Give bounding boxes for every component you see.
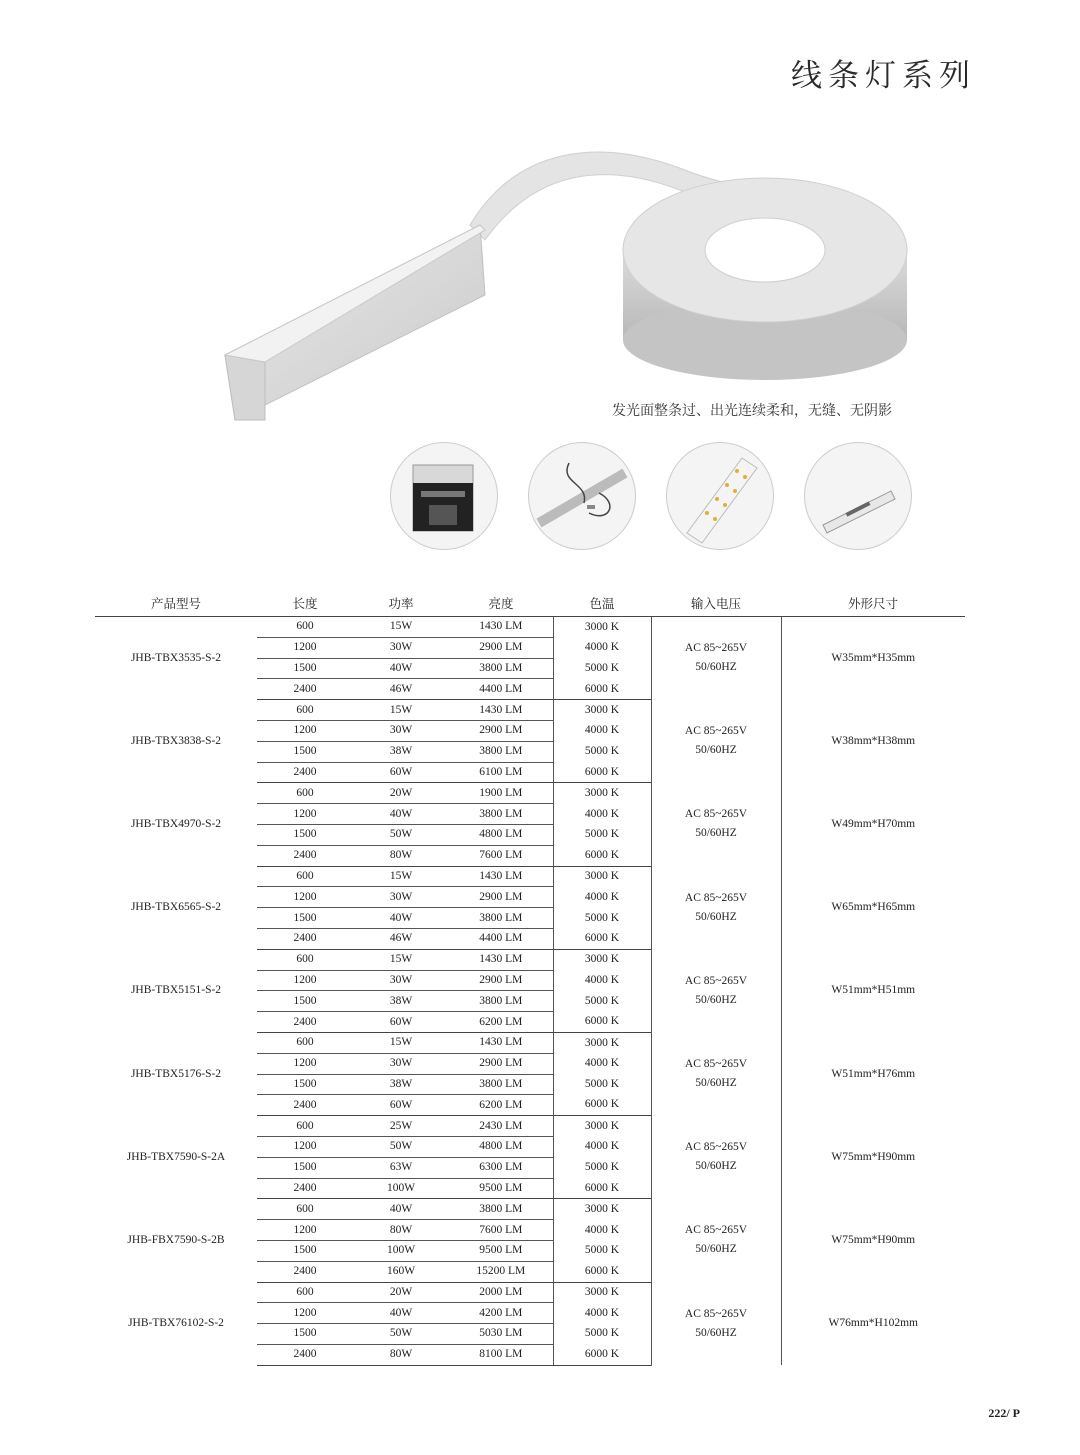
lumen-cell: 3800 LM [449, 658, 553, 679]
model-cell: JHB-TBX6565-S-2 [130, 901, 222, 914]
voltage-line: AC 85~265V [684, 1141, 748, 1154]
color-temp-cell: 5000 K [553, 1324, 651, 1345]
power-cell: 60W [353, 1012, 449, 1033]
color-temp-cell: 4000 K [553, 887, 651, 908]
color-temp-cell: 3000 K [553, 1282, 651, 1303]
voltage-line: 50/60HZ [695, 993, 737, 1006]
length-cell: 2400 [257, 1012, 353, 1033]
length-cell: 2400 [257, 845, 353, 866]
lumen-cell: 3800 LM [449, 991, 553, 1012]
led-driver-thumbnail [804, 442, 912, 550]
power-cell: 40W [353, 908, 449, 929]
length-cell: 1200 [257, 720, 353, 741]
model-cell: JHB-FBX7590-S-2B [127, 1233, 225, 1246]
model-cell: JHB-TBX3838-S-2 [130, 734, 222, 747]
length-cell: 600 [257, 700, 353, 721]
power-cell: 60W [353, 1095, 449, 1116]
voltage-line: AC 85~265V [684, 808, 748, 821]
profile-cross-section-thumbnail [390, 442, 498, 550]
voltage-line: 50/60HZ [695, 910, 737, 923]
model-cell: JHB-TBX5151-S-2 [130, 984, 222, 997]
page-number: 222/ P [988, 1406, 1020, 1420]
power-cell: 40W [353, 804, 449, 825]
table-row [95, 1032, 965, 1053]
voltage-line: 50/60HZ [695, 661, 737, 674]
lumen-cell: 9500 LM [449, 1240, 553, 1261]
model-cell: JHB-TBX4970-S-2 [130, 817, 222, 830]
dimensions-cell: W35mm*H35mm [831, 651, 916, 664]
color-temp-cell: 4000 K [553, 1053, 651, 1074]
lumen-cell: 1430 LM [449, 617, 553, 638]
color-temp-cell: 6000 K [553, 1012, 651, 1033]
power-cell: 46W [353, 679, 449, 700]
length-cell: 600 [257, 949, 353, 970]
input-voltage-cell [651, 783, 781, 866]
color-temp-cell: 6000 K [553, 928, 651, 949]
color-temp-cell: 5000 K [553, 991, 651, 1012]
product-hero-image [215, 130, 915, 430]
power-cell: 38W [353, 1074, 449, 1095]
length-cell: 1500 [257, 658, 353, 679]
table-row [95, 617, 965, 638]
color-temp-cell: 4000 K [553, 637, 651, 658]
voltage-line: AC 85~265V [684, 1224, 748, 1237]
power-cell: 20W [353, 783, 449, 804]
color-temp-cell: 3000 K [553, 617, 651, 638]
length-cell: 2400 [257, 1095, 353, 1116]
led-board-thumbnail [666, 442, 774, 550]
color-temp-cell: 5000 K [553, 1240, 651, 1261]
color-temp-cell: 6000 K [553, 1261, 651, 1282]
lumen-cell: 2000 LM [449, 1282, 553, 1303]
power-cell: 15W [353, 700, 449, 721]
color-temp-cell: 6000 K [553, 1095, 651, 1116]
power-cell: 50W [353, 1324, 449, 1345]
color-temp-cell: 6000 K [553, 679, 651, 700]
color-temp-cell: 3000 K [553, 866, 651, 887]
lumen-cell: 4400 LM [449, 679, 553, 700]
model-cell: JHB-TBX7590-S-2A [126, 1150, 226, 1163]
lumen-cell: 6100 LM [449, 762, 553, 783]
lumen-cell: 6300 LM [449, 1157, 553, 1178]
lumen-cell: 1430 LM [449, 1032, 553, 1053]
table-row [95, 866, 965, 887]
color-temp-cell: 5000 K [553, 1074, 651, 1095]
power-cell: 80W [353, 845, 449, 866]
input-voltage-cell [651, 866, 781, 949]
lumen-cell: 1430 LM [449, 700, 553, 721]
lumen-cell: 7600 LM [449, 1220, 553, 1241]
input-voltage-cell [651, 700, 781, 783]
color-temp-cell: 4000 K [553, 804, 651, 825]
power-cell: 15W [353, 866, 449, 887]
power-cell: 100W [353, 1178, 449, 1199]
power-cell: 30W [353, 637, 449, 658]
model-cell: JHB-TBX5176-S-2 [130, 1067, 222, 1080]
suspension-wire-thumbnail [528, 442, 636, 550]
power-cell: 25W [353, 1116, 449, 1137]
power-cell: 46W [353, 928, 449, 949]
header-model: 产品型号 [95, 590, 257, 617]
lumen-cell: 7600 LM [449, 845, 553, 866]
table-row [95, 1116, 965, 1137]
header-length: 长度 [257, 590, 353, 617]
color-temp-cell: 3000 K [553, 1199, 651, 1220]
lumen-cell: 3800 LM [449, 741, 553, 762]
color-temp-cell: 3000 K [553, 949, 651, 970]
power-cell: 15W [353, 617, 449, 638]
voltage-line: 50/60HZ [695, 1160, 737, 1173]
length-cell: 600 [257, 1282, 353, 1303]
page-title: 线条灯系列 [791, 58, 976, 94]
length-cell: 600 [257, 1116, 353, 1137]
voltage-line: 50/60HZ [695, 1243, 737, 1256]
power-cell: 15W [353, 1032, 449, 1053]
length-cell: 1200 [257, 637, 353, 658]
input-voltage-cell [651, 1032, 781, 1115]
power-cell: 100W [353, 1240, 449, 1261]
length-cell: 1500 [257, 1324, 353, 1345]
length-cell: 2400 [257, 1344, 353, 1365]
color-temp-cell: 3000 K [553, 783, 651, 804]
lumen-cell: 3800 LM [449, 1074, 553, 1095]
power-cell: 40W [353, 1303, 449, 1324]
length-cell: 600 [257, 1032, 353, 1053]
length-cell: 1500 [257, 1157, 353, 1178]
lumen-cell: 1430 LM [449, 866, 553, 887]
voltage-line: 50/60HZ [695, 1326, 737, 1339]
power-cell: 20W [353, 1282, 449, 1303]
color-temp-cell: 3000 K [553, 1032, 651, 1053]
lumen-cell: 1900 LM [449, 783, 553, 804]
table-row [95, 783, 965, 804]
table-row [95, 700, 965, 721]
power-cell: 80W [353, 1344, 449, 1365]
voltage-line: AC 85~265V [684, 1058, 748, 1071]
length-cell: 1500 [257, 908, 353, 929]
header-input-voltage: 输入电压 [651, 590, 781, 617]
length-cell: 2400 [257, 928, 353, 949]
power-cell: 38W [353, 741, 449, 762]
lumen-cell: 4200 LM [449, 1303, 553, 1324]
lumen-cell: 5030 LM [449, 1324, 553, 1345]
spec-table-body [95, 617, 965, 1366]
lumen-cell: 15200 LM [449, 1261, 553, 1282]
length-cell: 1500 [257, 1074, 353, 1095]
voltage-line: 50/60HZ [695, 744, 737, 757]
length-cell: 1500 [257, 1240, 353, 1261]
lumen-cell: 4800 LM [449, 1136, 553, 1157]
power-cell: 50W [353, 824, 449, 845]
color-temp-cell: 5000 K [553, 908, 651, 929]
lumen-cell: 2430 LM [449, 1116, 553, 1137]
power-cell: 38W [353, 991, 449, 1012]
power-cell: 15W [353, 949, 449, 970]
lumen-cell: 3800 LM [449, 804, 553, 825]
voltage-line: AC 85~265V [684, 725, 748, 738]
length-cell: 2400 [257, 1261, 353, 1282]
header-power: 功率 [353, 590, 449, 617]
lumen-cell: 3800 LM [449, 1199, 553, 1220]
length-cell: 1200 [257, 1136, 353, 1157]
power-cell: 30W [353, 720, 449, 741]
power-cell: 50W [353, 1136, 449, 1157]
dimensions-cell: W65mm*H65mm [831, 901, 916, 914]
lumen-cell: 6200 LM [449, 1012, 553, 1033]
input-voltage-cell [651, 617, 781, 700]
length-cell: 1500 [257, 991, 353, 1012]
lumen-cell: 1430 LM [449, 949, 553, 970]
voltage-line: AC 85~265V [684, 974, 748, 987]
dimensions-cell: W49mm*H70mm [831, 817, 916, 830]
voltage-line: 50/60HZ [695, 827, 737, 840]
color-temp-cell: 5000 K [553, 658, 651, 679]
table-row [95, 1199, 965, 1220]
power-cell: 60W [353, 762, 449, 783]
power-cell: 40W [353, 658, 449, 679]
color-temp-cell: 4000 K [553, 1303, 651, 1324]
power-cell: 30W [353, 887, 449, 908]
color-temp-cell: 5000 K [553, 1157, 651, 1178]
length-cell: 1500 [257, 824, 353, 845]
feature-caption: 发光面整条过、出光连续柔和，无缝、无阴影 [612, 403, 892, 419]
input-voltage-cell [651, 949, 781, 1032]
color-temp-cell: 4000 K [553, 970, 651, 991]
length-cell: 2400 [257, 679, 353, 700]
header-lumen: 亮度 [449, 590, 553, 617]
dimensions-cell: W51mm*H76mm [831, 1067, 916, 1080]
color-temp-cell: 6000 K [553, 1344, 651, 1365]
dimensions-cell: W75mm*H90mm [831, 1233, 916, 1246]
color-temp-cell: 3000 K [553, 1116, 651, 1137]
color-temp-cell: 5000 K [553, 824, 651, 845]
lumen-cell: 6200 LM [449, 1095, 553, 1116]
length-cell: 2400 [257, 1178, 353, 1199]
lumen-cell: 3800 LM [449, 908, 553, 929]
dimensions-cell: W38mm*H38mm [831, 734, 916, 747]
lumen-cell: 4400 LM [449, 928, 553, 949]
table-row [95, 949, 965, 970]
lumen-cell: 2900 LM [449, 637, 553, 658]
length-cell: 1200 [257, 804, 353, 825]
length-cell: 1200 [257, 1053, 353, 1074]
lumen-cell: 4800 LM [449, 824, 553, 845]
table-header-row [95, 590, 965, 617]
color-temp-cell: 4000 K [553, 720, 651, 741]
header-color-temp: 色温 [553, 590, 651, 617]
power-cell: 30W [353, 970, 449, 991]
color-temp-cell: 6000 K [553, 1178, 651, 1199]
product-spec-table [95, 590, 965, 1366]
power-cell: 160W [353, 1261, 449, 1282]
voltage-line: AC 85~265V [684, 642, 748, 655]
length-cell: 1200 [257, 887, 353, 908]
input-voltage-cell [651, 1199, 781, 1282]
length-cell: 1200 [257, 970, 353, 991]
table-row [95, 1282, 965, 1303]
length-cell: 600 [257, 617, 353, 638]
length-cell: 600 [257, 866, 353, 887]
lumen-cell: 8100 LM [449, 1344, 553, 1365]
power-cell: 40W [353, 1199, 449, 1220]
voltage-line: AC 85~265V [684, 1307, 748, 1320]
color-temp-cell: 4000 K [553, 1220, 651, 1241]
voltage-line: 50/60HZ [695, 1077, 737, 1090]
dimensions-cell: W51mm*H51mm [831, 984, 916, 997]
model-cell: JHB-TBX3535-S-2 [130, 651, 222, 664]
power-cell: 80W [353, 1220, 449, 1241]
color-temp-cell: 6000 K [553, 845, 651, 866]
length-cell: 2400 [257, 762, 353, 783]
lumen-cell: 2900 LM [449, 970, 553, 991]
length-cell: 600 [257, 783, 353, 804]
input-voltage-cell [651, 1282, 781, 1365]
voltage-line: AC 85~265V [684, 891, 748, 904]
dimensions-cell: W75mm*H90mm [831, 1150, 916, 1163]
lumen-cell: 2900 LM [449, 720, 553, 741]
lumen-cell: 2900 LM [449, 1053, 553, 1074]
color-temp-cell: 6000 K [553, 762, 651, 783]
length-cell: 1200 [257, 1303, 353, 1324]
color-temp-cell: 5000 K [553, 741, 651, 762]
lumen-cell: 9500 LM [449, 1178, 553, 1199]
input-voltage-cell [651, 1116, 781, 1199]
power-cell: 63W [353, 1157, 449, 1178]
model-cell: JHB-TBX76102-S-2 [128, 1317, 224, 1330]
detail-thumbnails [390, 442, 915, 552]
color-temp-cell: 3000 K [553, 700, 651, 721]
lumen-cell: 2900 LM [449, 887, 553, 908]
color-temp-cell: 4000 K [553, 1136, 651, 1157]
length-cell: 1500 [257, 741, 353, 762]
power-cell: 30W [353, 1053, 449, 1074]
length-cell: 1200 [257, 1220, 353, 1241]
length-cell: 600 [257, 1199, 353, 1220]
dimensions-cell: W76mm*H102mm [828, 1317, 918, 1330]
header-dimensions: 外形尺寸 [781, 590, 965, 617]
